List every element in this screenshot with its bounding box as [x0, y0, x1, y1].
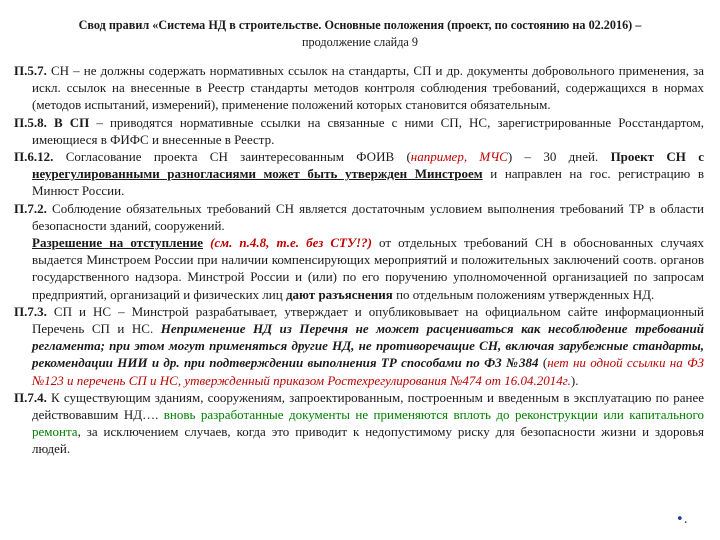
- clause-label: П.7.2.: [14, 200, 47, 216]
- paragraph-text: и направлен на гос. регистрацию в Минюст России.: [32, 166, 704, 199]
- paragraph-text: СП и НС – Минстрой разрабатывает, утверждает и опубликовывает на официальном сайте информационный Перечень СП и НС.: [32, 303, 704, 337]
- clause-label: П.5.8.: [14, 114, 47, 130]
- bold-text: Неприменение НД из Перечня не может расцениваться как несоблюдение требований регламента; при этом могут применяться другие НД, не противоречащие СН, включая зарубежные стандарты, рекомендации НИИ и др. при подтверждении выполнения ТР способами по ФЗ №384: [32, 321, 704, 371]
- paragraph-7-2: [14, 200, 704, 234]
- paragraph-text: Соблюдение обязательных требований СН является достаточным условием выполнения требований ТР в области безопасности зданий, сооружений.: [32, 200, 704, 233]
- paragraph-text: от отдельных требований СН в обоснованных случаях выдается Минстроем России при наличии компенсирующих мероприятий и положительных заключений соотв. органов государственного надзора. Минстрой России и (или) по его поручению уполномоченной организацией по запросам предприятий, организаций и физических лиц: [32, 235, 705, 302]
- bold-underlined-text: неурегулированными разногласиями может быть утвержден Минстроем: [32, 166, 483, 182]
- title-main: Свод правил «Система НД в строительстве. Основные положения (проект, по состоянию на 02.2016) –: [78, 18, 642, 32]
- red-note: (см. п.4.8, т.е. без СТУ!?): [203, 235, 372, 251]
- clause-label: П.7.3.: [14, 303, 47, 319]
- paragraph-lead: В СП: [53, 114, 90, 130]
- paragraph-text: СН – не должны содержать нормативных ссылок на стандарты, СП и др. документы добровольного применения, за искл. ссылок на внесенные в Реестр стандарты методов контроля соблюдения требований, содержащихся в нормах (методов испытаний, измерений), применение положений которых становится обязательным.: [32, 63, 704, 113]
- paragraph-text: Согласование проекта СН заинтересованным ФОИВ (: [53, 149, 411, 165]
- paragraph-text: К существующим зданиям, сооружениям, запроектированным, построенным и введенным в эксплуатацию по ранее действовавшим НД….: [32, 389, 704, 423]
- slide-title: [20, 17, 700, 51]
- clause-label: П.7.4.: [14, 389, 47, 405]
- bold-text: дают разъяснения: [285, 286, 393, 302]
- paragraph-5-8: [14, 114, 704, 148]
- paragraph-7-3: [14, 303, 704, 389]
- paragraph-text: по отдельным положениям утвержденных НД.: [392, 286, 655, 302]
- paragraph-lead: Разрешение на отступление: [32, 235, 203, 251]
- paragraph-5-7: [14, 62, 704, 114]
- bold-text: Проект СН с: [610, 149, 704, 165]
- paragraph-text: (: [538, 355, 548, 371]
- paragraph-text: ).: [570, 372, 579, 388]
- paragraph-text: – приводятся нормативные ссылки на связанные с ними СП, НС, зарегистрированные Росстандартом, имеющиеся в ФИФС и внесенные в Реестр.: [32, 114, 705, 147]
- paragraph-deviation-permit: [14, 234, 704, 303]
- paragraph-text: ) – 30 дней.: [507, 149, 611, 165]
- paragraph-text: , за исключением случаев, когда это приводит к недопустимому риску для безопасности жизни и здоровья людей.: [32, 424, 704, 457]
- corner-bullet: •.: [676, 512, 688, 527]
- red-note: нет ни одной ссылки на ФЗ №123 и перечень СП и НС, утвержденный приказом Ростехрегулирования №474 от 16.04.2014г.: [32, 355, 704, 388]
- title-subtitle: продолжение слайда 9: [302, 35, 418, 49]
- slide-body: [14, 62, 704, 458]
- green-highlight: вновь разработанные документы не применяются вплоть до реконструкции или капитального ремонта: [32, 407, 704, 440]
- clause-label: П.5.7.: [14, 63, 47, 78]
- clause-label: П.6.12.: [14, 149, 54, 165]
- paragraph-7-4: [14, 389, 704, 458]
- paragraph-6-12: [14, 148, 704, 200]
- red-note: например, МЧС: [410, 149, 508, 165]
